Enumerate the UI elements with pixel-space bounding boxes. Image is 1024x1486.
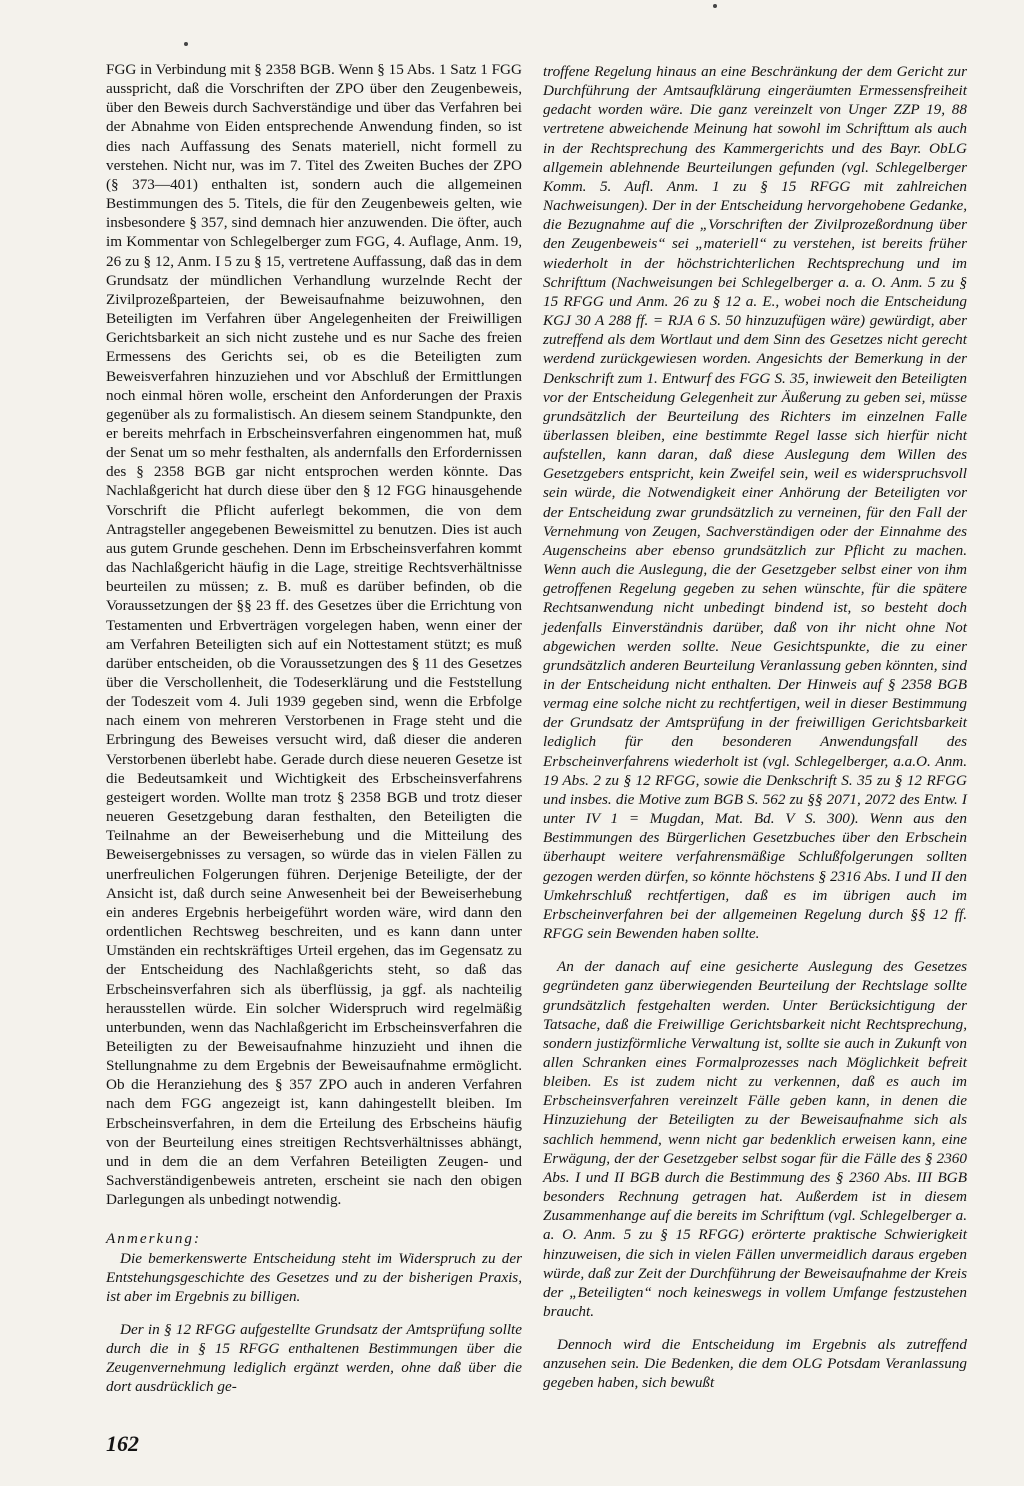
note-paragraph: Dennoch wird die Entscheidung im Ergebnis als zutreffend anzusehen sein. Die Bedenken, die dem OLG Potsdam Veranlassung gegeben haben, sich bewußt: [543, 1336, 967, 1392]
right-column: [543, 62, 967, 1393]
main-text: FGG in Verbindung mit § 2358 BGB. Wenn § 15 Abs. 1 Satz 1 FGG ausspricht, daß die Vorschriften der ZPO über den Zeugenbeweis, über den Beweis durch Sachverständige und über das Verfahren bei der Abnahme von Eiden entsprechende Anwendung finden, so ist dies nach Auffassung des Senats materiell, nicht formell zu verstehen. Nicht nur, was im 7. Titel des Zweiten Buches der ZPO (§ 373—401) enthalten ist, sondern auch die allgemeinen Bestimmungen des 5. Titels, die für den Zeugenbeweis gelten, wie insbesondere § 357, sind demnach hier anzuwenden. Die öfter, auch im Kommentar von Schlegelberger zum FGG, 4. Auflage, Anm. 19, 26 zu § 12, Anm. I 5 zu § 15, vertretene Auffassung, daß das in dem Grundsatz der mündlichen Verhandlung wurzelnde Recht der Zivilprozeßparteien, der Beweisaufnahme beizuwohnen, den Beteiligten im Verfahren über Angelegenheiten der Freiwilligen Gerichtsbarkeit an sich nicht zustehe und es nur Sache des freien Ermessens des Gerichts sei, ob es die Beteiligten zum Beweisverfahren hinzuziehen und vor Abschluß der Ermittlungen noch einmal hören wolle, erscheint den Anforderungen der Praxis gegenüber als zu formalistisch. An diesem seinem Standpunkte, den er bereits mehrfach in Erbscheinsverfahren eingenommen hat, muß der Senat um so mehr festhalten, als andernfalls den Erfordernissen des § 2358 BGB gar nicht entsprochen werden könnte. Das Nachlaßgericht hat durch diese über den § 12 FGG hinausgehende Vorschrift die Pflicht auferlegt bekommen, die von dem Antragsteller angegebenen Beweismittel zu benutzen. Dies ist auch aus gutem Grunde geschehen. Denn im Erbscheinsverfahren kommt das Nachlaßgericht häufig in die Lage, streitige Rechtsverhältnisse beurteilen zu müssen; z. B. muß es darüber befinden, ob die Voraussetzungen der §§ 23 ff. des Gesetzes über die Errichtung von Testamenten und Erbverträgen vorgelegen haben, wenn einer der am Verfahren Beteiligten sich auf ein Nottestament stützt; es muß darüber entscheiden, ob die Voraussetzungen des § 11 des Gesetzes über die Verschollenheit, die Todeserklärung und die Feststellung der Todeszeit vom 4. Juli 1939 gegeben sind, wenn die Erbfolge nach einem von mehreren Verstorbenen in Frage steht und die Erbringung des Beweises versucht wird, daß dieser die anderen Verstorbenen überlebt habe. Gerade durch diese neueren Gesetze ist die Bedeutsamkeit und Wichtigkeit des Erbscheinsverfahrens gesteigert worden. Wollte man trotz § 2358 BGB und trotz dieser neueren Gesetzgebung daran festhalten, den Beteiligten die Teilnahme an der Beweiserhebung und die Mitteilung des Beweisergebnisses zu versagen, so würde das in vielen Fällen zu unerfreulichen Folgerungen führen. Derjenige Beteiligte, der der Ansicht ist, daß durch seine Anwesenheit bei der Beweiserhebung ein anderes Ergebnis herbeigeführt worden wäre, wird dann den ordentlichen Rechtsweg beschreiten, und es kann dann unter Umständen ein rechtskräftiges Urteil ergehen, das im Gegensatz zu der Entscheidung des Nachlaßgerichts steht, so daß das Erbscheinsverfahren sich als überflüssig, ja ggf. als nachteilig herausstellen würde. Ein solcher Widerspruch wird regelmäßig unterbunden, wenn das Nachlaßgericht im Erbscheinsverfahren die Beteiligten zu der Beweisaufnahme hinzuzieht und ihnen die Stellungnahme zu dem Ergebnis der Beweisaufnahme ermöglicht. Ob die Heranziehung des § 357 ZPO auch in anderen Verfahren nach dem FGG angezeigt ist, kann dahingestellt bleiben. Im Erbscheinsverfahren, in dem die Erteilung des Erbscheins häufig von der Beurteilung eines streitigen Rechtsverhältnisses abhängt, und in dem die an dem Verfahren Beteiligten Zeugen- und Sachverständigenbeweis antreten, erscheint sie nach den obigen Darlegungen als unbedingt notwendig.: [106, 61, 522, 1209]
note-paragraph: Die bemerkenswerte Entscheidung steht im Widerspruch zu der Entstehungsgeschichte des Gesetzes und zu der bisherigen Praxis, ist aber im Ergebnis zu billigen.: [106, 1249, 522, 1305]
note-heading: Anmerkung:: [106, 1230, 202, 1248]
page-number: 162: [106, 1431, 139, 1456]
note-paragraph: Der in § 12 RFGG aufgestellte Grundsatz der Amtsprüfung sollte durch die in § 15 RFGG enthaltenen Bestimmungen über die Zeugenvernehmung lediglich ergänzt werden, ohne daß über die dort ausdrücklich ge-: [106, 1321, 522, 1396]
left-column: [106, 60, 522, 1397]
scan-speck: [184, 42, 188, 46]
scan-speck: [713, 4, 717, 8]
note-paragraph: troffene Regelung hinaus an eine Beschränkung der dem Gericht zur Durchführung der Amtsaufklärung eingeräumten Ermessensfreiheit gedacht worden wäre. Die ganz vereinzelt von Unger ZZP 19, 88 vertretene abweichende Meinung hat sowohl im Schrifttum als auch in der Rechtsprechung des Kammergerichts und des Bayr. ObLG allgemein ablehnende Beurteilungen gefunden (vgl. Schlegelberger Komm. 5. Aufl. Anm. 1 zu § 15 RFGG mit zahlreichen Nachweisungen). Der in der Entscheidung hervorgehobene Gedanke, die Bezugnahme auf die „Vorschriften der Zivilprozeßordnung über den Zeugenbeweis“ sei „materiell“ zu verstehen, ist bereits früher wiederholt in der höchstrichterlichen Rechtsprechung und im Schrifttum (Nachweisungen bei Schlegelberger a. a. O. Anm. 5 zu § 15 RFGG und Anm. 26 zu § 12 a. E., wobei noch die Entscheidung KGJ 30 A 288 ff. = RJA 6 S. 50 hinzuzufügen wäre) gewürdigt, aber zutreffend als dem Wortlaut und dem Sinn des Gesetzes nicht gerecht werdend zurückgewiesen worden. Angesichts der Bemerkung in der Denkschrift zum 1. Entwurf des FGG S. 35, inwieweit den Beteiligten vor der Entscheidung Gelegenheit zur Äußerung zu geben sei, müsse grundsätzlich der Beurteilung des Richters im einzelnen Falle überlassen bleiben, eine bestimmte Regel lasse sich hierfür nicht aufstellen, kann daran, daß diese Auslegung dem Willen des Gesetzgebers entspricht, kein Zweifel sein, weil es widerspruchsvoll sein würde, die Notwendigkeit einer Anhörung der Beteiligten vor der Entscheidung zwar grundsätzlich zu verneinen, für den Fall der Vernehmung von Zeugen, Sachverständigen oder der Einnahme des Augenscheins aber ebenso grundsätzlich zur Pflicht zu machen. Wenn auch die Auslegung, die der Gesetzgeber selbst einer von ihm getroffenen Regelung gegeben zu sehen wünschte, für die spätere Rechtsanwendung nicht unbedingt bindend ist, so besteht doch jedenfalls Einverständnis darüber, daß von ihr nicht ohne Not abgewichen werden sollte. Neue Gesichtspunkte, die zu einer grundsätzlich anderen Beurteilung Veranlassung geben könnten, sind in der Entscheidung nicht enthalten. Der Hinweis auf § 2358 BGB vermag eine solche nicht zu rechtfertigen, weil in dieser Bestimmung der Grundsatz der Amtsprüfung in der freiwilligen Gerichtsbarkeit lediglich für den besonderen Anwendungsfall des Erbscheinverfahrens wiederholt ist (vgl. Schlegelberger, a.a.O. Anm. 19 Abs. 2 zu § 12 RFGG, sowie die Denkschrift S. 35 zu § 12 RFGG und insbes. die Motive zum BGB S. 562 zu §§ 2071, 2072 des Entw. I unter IV 1 = Mugdan, Mat. Bd. V S. 300). Wenn aus den Bestimmungen des Bürgerlichen Gesetzbuches über den Erbschein überhaupt weitere verfahrensmäßige Schlußfolgerungen sollten gezogen werden dürfen, so könnte höchstens § 2316 Abs. I und II den Umkehrschluß rechtfertigen, daß es im übrigen auch im Erbscheinverfahren bei der allgemeinen Regelung durch §§ 12 ff. RFGG sein Bewenden haben sollte.: [543, 63, 967, 943]
note-paragraph: An der danach auf eine gesicherte Auslegung des Gesetzes gegründeten ganz überwiegenden Beurteilung der Rechtslage sollte grundsätzlich festgehalten werden. Unter Berücksichtigung der Tatsache, daß die Freiwillige Gerichtsbarkeit nicht Rechtsprechung, sondern justizförmliche Verwaltung ist, sollte sie auch in Zukunft von allen Schranken eines Formalprozesses nach Möglichkeit befreit bleiben. Es ist zudem nicht zu verkennen, daß es auch im Erbscheinsverfahren vereinzelt Fälle geben kann, in denen die Hinzuziehung der Beteiligten zu der Beweisaufnahme sich als sachlich hemmend, wenn nicht gar bedenklich erweisen kann, eine Erwägung, der der Gesetzgeber selbst sogar für die Fälle des § 2360 Abs. I und II BGB durch die Bestimmung des § 2360 Abs. III BGB besonders Rechnung getragen hat. Außerdem ist in diesem Zusammenhange auf die bereits im Schrifttum (vgl. Schlegelberger a. a. O. Anm. 5 zu § 15 RFGG) erörterte praktische Schwierigkeit hinzuweisen, die sich in vielen Fällen unvermeidlich daraus ergeben würde, daß zur Zeit der Durchführung der Beweisaufnahme der Kreis der „Beteiligten“ noch keineswegs in vollem Umfange festzustehen braucht.: [543, 958, 967, 1320]
